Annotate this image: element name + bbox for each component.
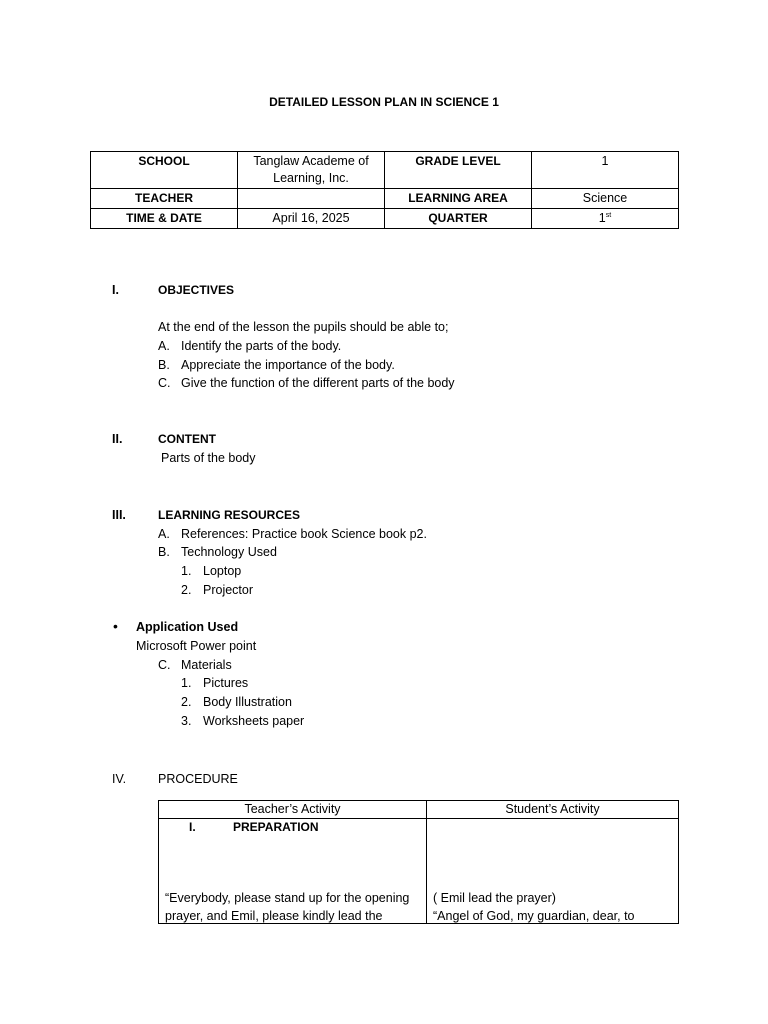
application-heading: Application Used (136, 620, 239, 634)
objective-letter-c: C. (158, 376, 171, 390)
quarter-value (532, 209, 679, 229)
quarter-suffix: st (605, 211, 612, 219)
teacher-label: TEACHER (91, 189, 238, 209)
quarter-label: QUARTER (385, 209, 532, 229)
table-row (159, 801, 679, 819)
school-value-line2: Learning, Inc. (273, 171, 349, 185)
content-text: Parts of the body (161, 451, 256, 465)
teacher-activity-header: Teacher’s Activity (159, 801, 427, 819)
procedure-numeral: IV. (112, 772, 127, 786)
tech-num-2: 2. (181, 583, 192, 597)
resources-heading: LEARNING RESOURCES (158, 508, 301, 522)
material-item-2: Body Illustration (203, 695, 292, 709)
learning-area-label: LEARNING AREA (385, 189, 532, 209)
objective-item-a: Identify the parts of the body. (181, 339, 342, 353)
table-row (91, 209, 679, 229)
content-numeral: II. (112, 432, 123, 446)
bullet-icon: • (113, 618, 118, 634)
material-item-3: Worksheets paper (203, 714, 305, 728)
time-date-label: TIME & DATE (91, 209, 238, 229)
tech-item-1: Loptop (203, 564, 242, 578)
objective-item-b: Appreciate the importance of the body. (181, 358, 395, 372)
resource-letter-a: A. (158, 527, 170, 541)
content-heading: CONTENT (158, 432, 216, 446)
teacher-line-2: prayer, and Emil, please kindly lead the (165, 909, 383, 923)
table-row (159, 819, 679, 924)
resource-technology: Technology Used (181, 545, 277, 559)
teacher-value (238, 189, 385, 209)
resource-letter-c: C. (158, 658, 171, 672)
teacher-line-1: “Everybody, please stand up for the opening (165, 891, 410, 905)
school-value (238, 152, 385, 189)
preparation-numeral: I. (189, 820, 196, 834)
learning-area-value: Science (532, 189, 679, 209)
table-row (91, 189, 679, 209)
material-num-3: 3. (181, 714, 192, 728)
grade-level-value: 1 (532, 152, 679, 189)
resource-references: References: Practice book Science book p2. (181, 527, 427, 541)
student-activity-cell (427, 819, 679, 924)
preparation-label: PREPARATION (233, 820, 319, 834)
objectives-heading: OBJECTIVES (158, 283, 235, 297)
objective-item-c: Give the function of the different parts of the body (181, 376, 455, 390)
student-line-1: ( Emil lead the prayer) (433, 891, 556, 905)
grade-level-label: GRADE LEVEL (385, 152, 532, 189)
objective-letter-b: B. (158, 358, 170, 372)
objective-letter-a: A. (158, 339, 170, 353)
material-num-1: 1. (181, 676, 192, 690)
resources-numeral: III. (112, 508, 126, 522)
teacher-activity-cell (159, 819, 427, 924)
lesson-info-table (90, 151, 679, 229)
resource-materials: Materials (181, 658, 232, 672)
teacher-instruction (165, 889, 409, 923)
student-response (433, 889, 635, 923)
resource-letter-b: B. (158, 545, 170, 559)
procedure-table (158, 800, 679, 924)
objectives-numeral: I. (112, 283, 119, 297)
tech-num-1: 1. (181, 564, 192, 578)
tech-item-2: Projector (203, 583, 254, 597)
objectives-intro: At the end of the lesson the pupils should be able to; (158, 320, 449, 334)
student-line-2: “Angel of God, my guardian, dear, to (433, 909, 635, 923)
material-item-1: Pictures (203, 676, 249, 690)
application-text: Microsoft Power point (136, 639, 257, 653)
time-date-value: April 16, 2025 (238, 209, 385, 229)
material-num-2: 2. (181, 695, 192, 709)
student-activity-header: Student’s Activity (427, 801, 679, 819)
preparation-heading (189, 819, 319, 836)
page-title: DETAILED LESSON PLAN IN SCIENCE 1 (269, 95, 499, 109)
school-value-line1: Tanglaw Academe of (253, 154, 369, 168)
table-row (91, 152, 679, 189)
school-label: SCHOOL (91, 152, 238, 189)
procedure-heading: PROCEDURE (158, 772, 238, 786)
quarter-number: 1 (598, 211, 606, 225)
